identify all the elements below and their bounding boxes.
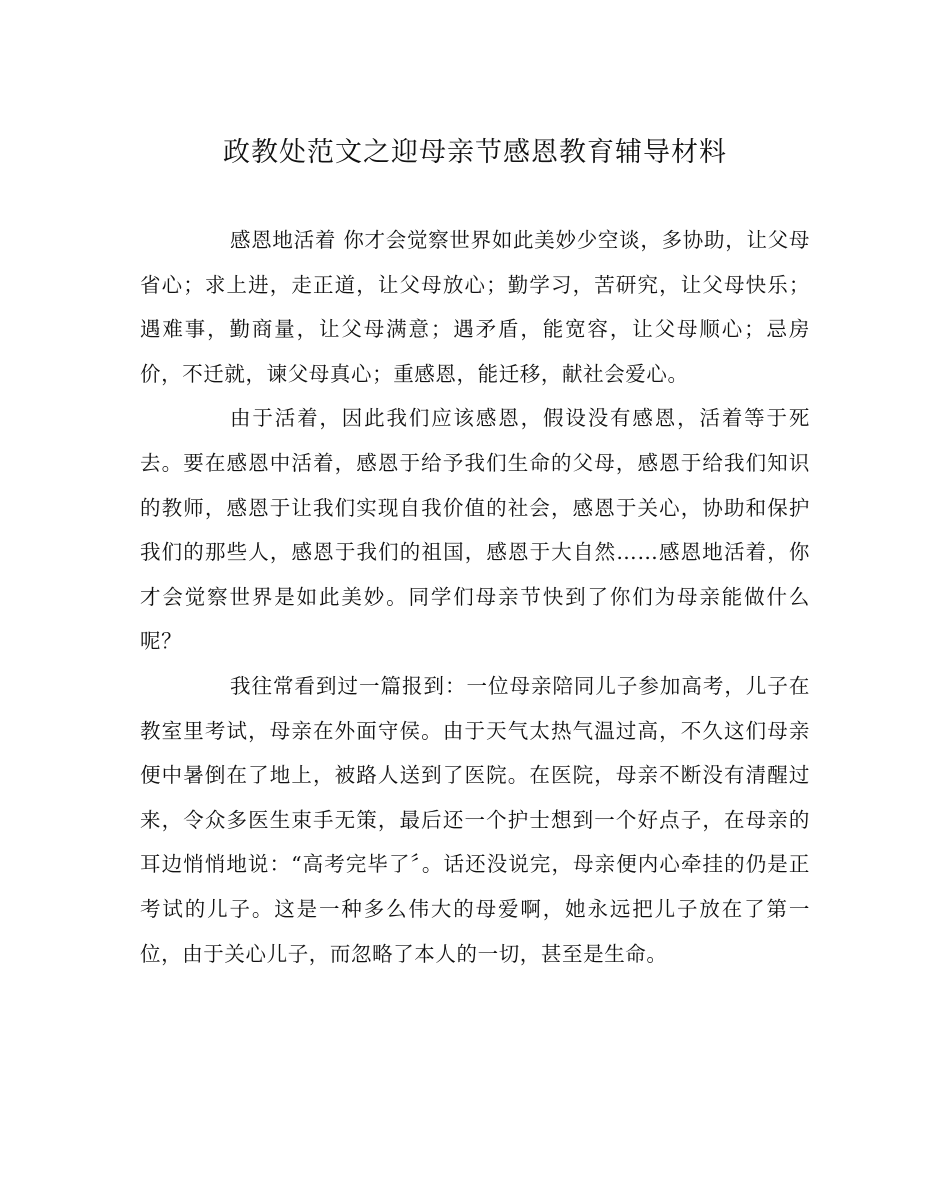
- paragraph-2: 由于活着，因此我们应该感恩，假设没有感恩，活着等于死去。要在感恩中活着，感恩于给予我们生命的父母，感恩于给我们知识的教师，感恩于让我们实现自我价值的社会，感恩于关心，协助和保护我们的那些人，感恩于我们的祖国，感恩于大自然……感恩地活着，你才会觉察世界是如此美妙。同学们母亲节快到了你们为母亲能做什么呢？: [140, 406, 810, 654]
- document-body: [140, 218, 810, 976]
- paragraph-1: 感恩地活着 你才会觉察世界如此美妙少空谈，多协助，让父母省心；求上进，走正道，让父母放心；勤学习，苦研究，让父母快乐；遇难事，勤商量，让父母满意；遇矛盾，能宽容，让父母顺心；忌房价，不迁就，谏父母真心；重感恩，能迁移，献社会爱心。: [140, 228, 810, 386]
- document-title: 政教处范文之迎母亲节感恩教育辅导材料: [223, 137, 727, 168]
- paragraph-3: 我往常看到过一篇报到：一位母亲陪同儿子参加高考，儿子在教室里考试，母亲在外面守侯。由于天气太热气温过高，不久这们母亲便中暑倒在了地上，被路人送到了医院。在医院，母亲不断没有清醒过来，令众多医生束手无策，最后还一个护士想到一个好点子，在母亲的耳边悄悄地说：“高考完毕了〞。话还没说完，母亲便内心牵挂的仍是正考试的儿子。这是一种多么伟大的母爱啊，她永远把儿子放在了第一位，由于关心儿子，而忽略了本人的一切，甚至是生命。: [140, 673, 810, 966]
